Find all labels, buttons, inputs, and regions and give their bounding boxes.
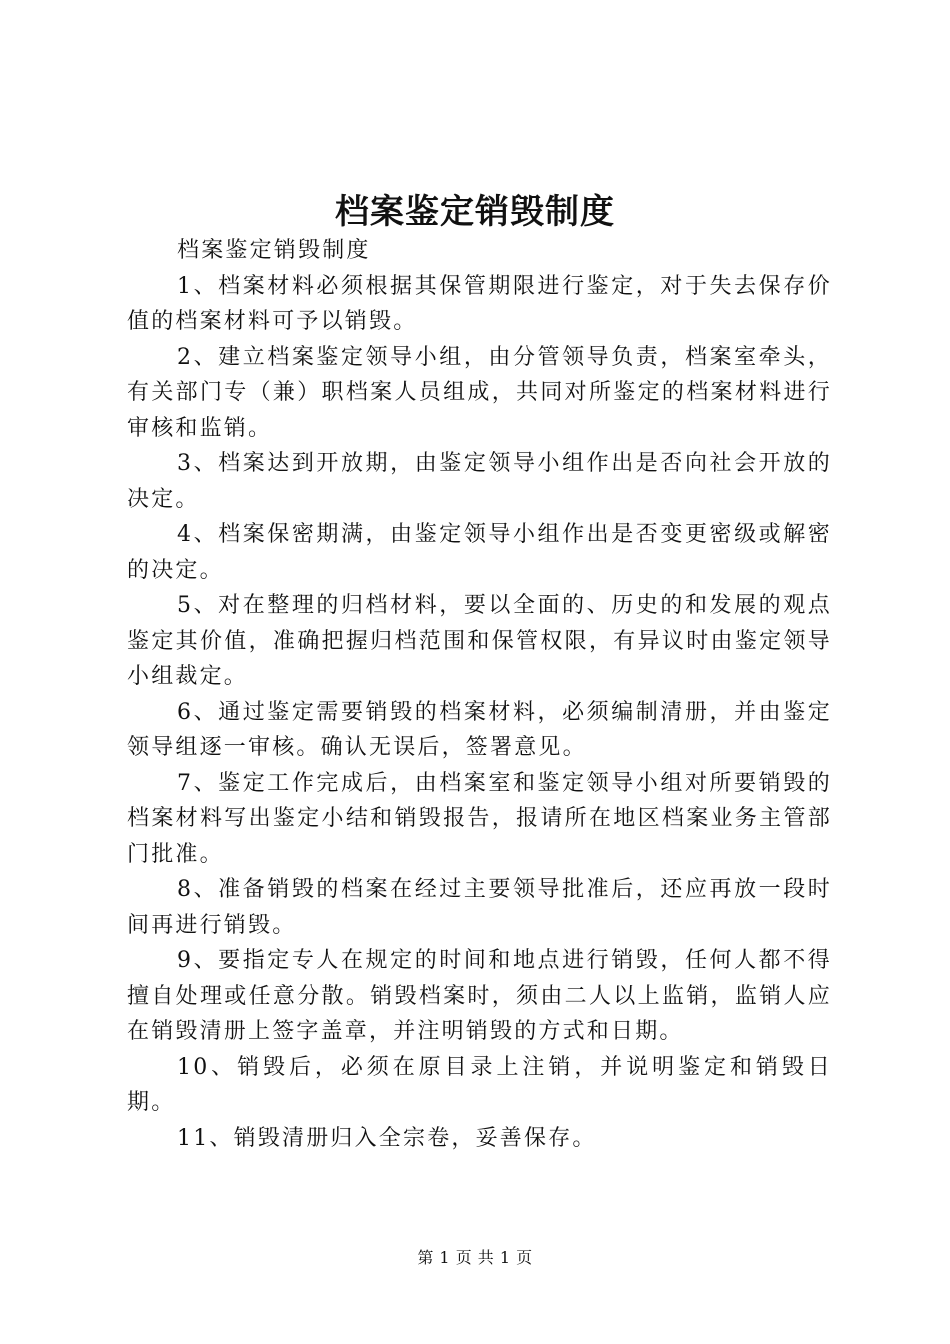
paragraph-item-2: 2、建立档案鉴定领导小组，由分管领导负责，档案室牵头，有关部门专（兼）职档案人员组成，共同对所鉴定的档案材料进行审核和监销。 bbox=[127, 344, 832, 441]
paragraph-heading: 档案鉴定销毁制度 bbox=[177, 238, 371, 263]
paragraph-item-6: 6、通过鉴定需要销毁的档案材料，必须编制清册，并由鉴定领导组逐一审核。确认无误后，签署意见。 bbox=[127, 699, 832, 760]
paragraph-item-9: 9、要指定专人在规定的时间和地点进行销毁，任何人都不得擅自处理或任意分散。销毁档案时，须由二人以上监销，监销人应在销毁清册上签字盖章，并注明销毁的方式和日期。 bbox=[127, 948, 832, 1044]
paragraph-item-7: 7、鉴定工作完成后，由档案室和鉴定领导小组对所要销毁的档案材料写出鉴定小结和销毁报告，报请所在地区档案业务主管部门批准。 bbox=[127, 770, 832, 867]
paragraph-item-4: 4、档案保密期满，由鉴定领导小组作出是否变更密级或解密的决定。 bbox=[127, 522, 832, 583]
paragraph-item-5: 5、对在整理的归档材料，要以全面的、历史的和发展的观点鉴定其价值，准确把握归档范围和保管权限，有异议时由鉴定领导小组裁定。 bbox=[127, 593, 832, 689]
paragraph-item-1: 1、档案材料必须根据其保管期限进行鉴定，对于失去保存价值的档案材料可予以销毁。 bbox=[127, 273, 832, 334]
page-number-footer: 第 1 页 共 1 页 bbox=[417, 1248, 533, 1267]
paragraph-item-3: 3、档案达到开放期，由鉴定领导小组作出是否向社会开放的决定。 bbox=[127, 451, 832, 512]
paragraph-item-8: 8、准备销毁的档案在经过主要领导批准后，还应再放一段时间再进行销毁。 bbox=[127, 877, 832, 938]
document-body bbox=[127, 233, 832, 1156]
document-title: 档案鉴定销毁制度 bbox=[335, 192, 615, 232]
paragraph-item-11: 11、销毁清册归入全宗卷，妥善保存。 bbox=[177, 1125, 597, 1151]
paragraph-item-10: 10、销毁后，必须在原目录上注销，并说明鉴定和销毁日期。 bbox=[127, 1054, 832, 1115]
